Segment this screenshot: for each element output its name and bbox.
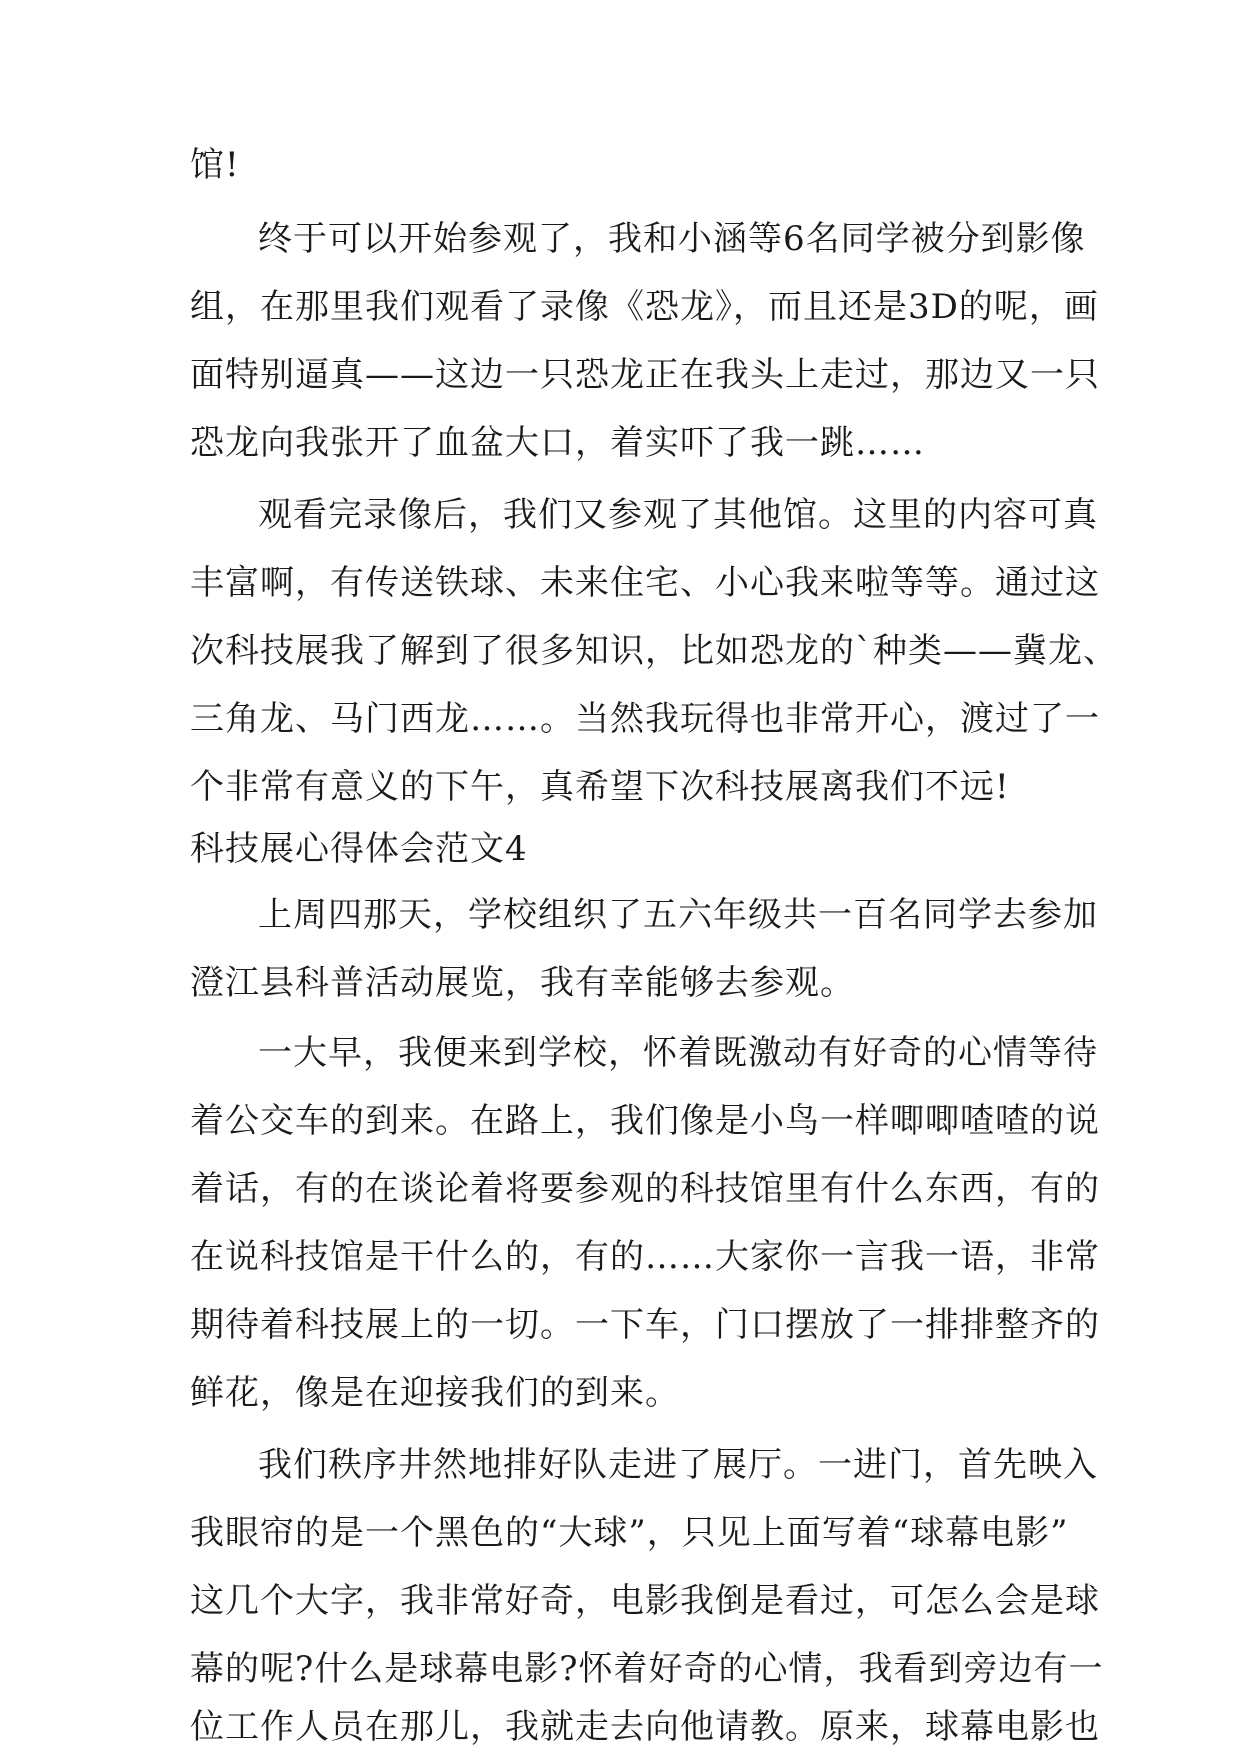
text-line: 我眼帘的是一个黑色的“大球”，只见上面写着“球幕电影”	[190, 1513, 1069, 1553]
text-line: 个非常有意义的下午，真希望下次科技展离我们不远!	[190, 767, 1010, 807]
text-line: 着公交车的到来。在路上，我们像是小鸟一样唧唧喳喳的说	[190, 1101, 1100, 1141]
text-line: 鲜花，像是在迎接我们的到来。	[190, 1373, 680, 1413]
text-line: 着话，有的在谈论着将要参观的科技馆里有什么东西，有的	[190, 1169, 1100, 1209]
text-line: 幕的呢?什么是球幕电影?怀着好奇的心情，我看到旁边有一	[190, 1649, 1104, 1689]
text-line: 期待着科技展上的一切。一下车，门口摆放了一排排整齐的	[190, 1305, 1100, 1345]
text-line: 恐龙向我张开了血盆大口，着实吓了我一跳……	[190, 423, 925, 463]
paragraph-first-line: 观看完录像后，我们又参观了其他馆。这里的内容可真	[258, 495, 1098, 535]
text-line: 三角龙、马门西龙……。当然我玩得也非常开心，渡过了一	[190, 699, 1100, 739]
text-line: 位工作人员在那儿，我就走去向他请教。原来，球幕电影也	[190, 1707, 1100, 1747]
text-line: 馆!	[190, 145, 240, 185]
paragraph-first-line: 上周四那天，学校组织了五六年级共一百名同学去参加	[258, 895, 1098, 935]
paragraph-first-line: 终于可以开始参观了，我和小涵等6名同学被分到影像	[258, 219, 1086, 259]
text-line: 在说科技馆是干什么的，有的……大家你一言我一语，非常	[190, 1237, 1100, 1277]
text-line: 丰富啊，有传送铁球、未来住宅、小心我来啦等等。通过这	[190, 563, 1100, 603]
text-line: 面特别逼真——这边一只恐龙正在我头上走过，那边又一只	[190, 355, 1100, 395]
paragraph-first-line: 一大早，我便来到学校，怀着既激动有好奇的心情等待	[258, 1033, 1098, 1073]
text-line: 澄江县科普活动展览，我有幸能够去参观。	[190, 963, 855, 1003]
text-line: 这几个大字，我非常好奇，电影我倒是看过，可怎么会是球	[190, 1581, 1100, 1621]
paragraph-first-line: 我们秩序井然地排好队走进了展厅。一进门，首先映入	[258, 1445, 1098, 1485]
section-heading: 科技展心得体会范文4	[190, 829, 528, 869]
text-line: 组，在那里我们观看了录像《恐龙》，而且还是3D的呢，画	[190, 287, 1099, 327]
text-line: 次科技展我了解到了很多知识，比如恐龙的`种类——冀龙、	[190, 631, 1118, 671]
